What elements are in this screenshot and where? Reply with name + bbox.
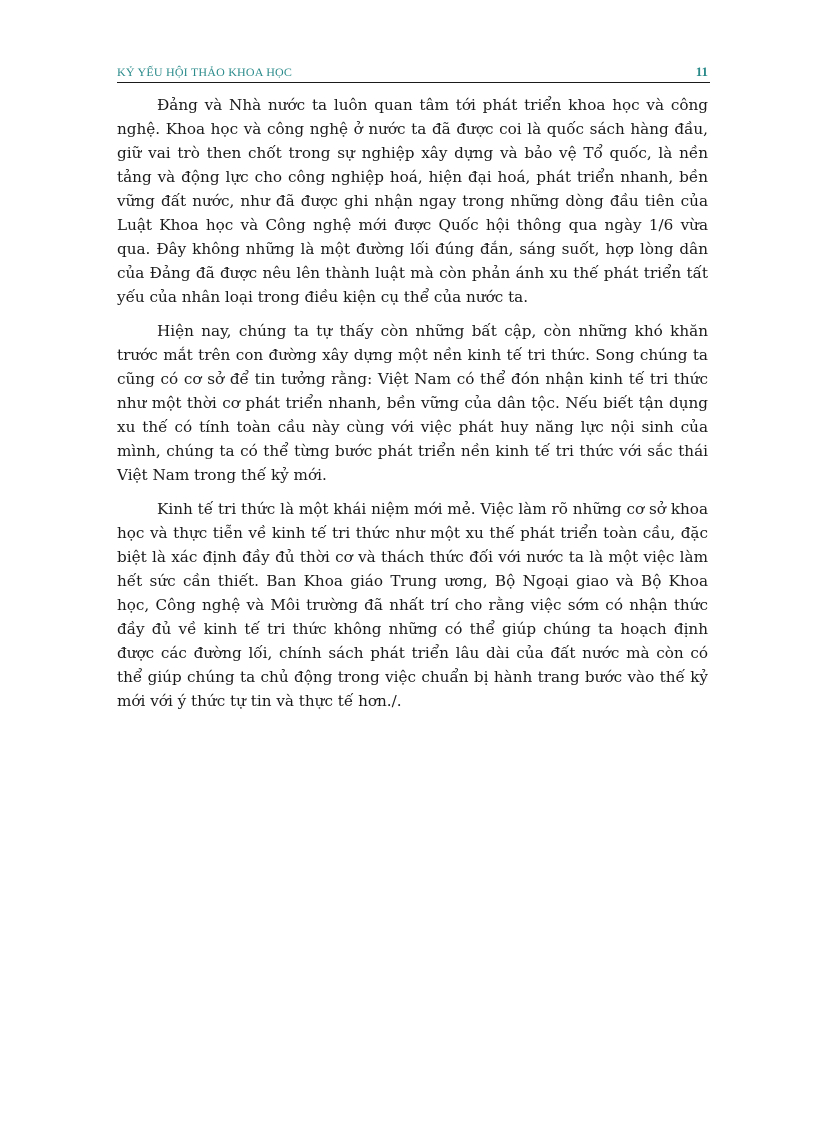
paragraph-3: Kinh tế tri thức là một khái niệm mới mẻ. Việc làm rõ những cơ sở khoa học và thực tiễn về kinh tế tri thức như một xu thế phát triển toàn cầu, đặc biệt là xác định đầy đủ thời cơ và thách thức đối với nước ta là một việc làm hết sức cần thiết. Ban Khoa giáo Trung ương, Bộ Ngoại giao và Bộ Khoa học, Công nghệ và Môi trường đã nhất trí cho rằng việc sớm có nhận thức đầy đủ về kinh tế tri thức không những có thể giúp chúng ta hoạch định được các đường lối, chính sách phát triển lâu dài của đất nước mà còn có thể giúp chúng ta chủ động trong việc chuẩn bị hành trang bước vào thế kỷ mới với ý thức tự tin và thực tế hơn./.	[117, 500, 708, 710]
paragraph-1: Đảng và Nhà nước ta luôn quan tâm tới phát triển khoa học và công nghệ. Khoa học và công nghệ ở nước ta đã được coi là quốc sách hàng đầu, giữ vai trò then chốt trong sự nghiệp xây dựng và bảo vệ Tổ quốc, là nền tảng và động lực cho công nghiệp hoá, hiện đại hoá, phát triển nhanh, bền vững đất nước, như đã được ghi nhận ngay trong những dòng đầu tiên của Luật Khoa học và Công nghệ mới được Quốc hội thông qua ngày 1/6 vừa qua. Đây không những là một đường lối đúng đắn, sáng suốt, hợp lòng dân của Đảng đã được nêu lên thành luật mà còn phản ánh xu thế phát triển tất yếu của nhân loại trong điều kiện cụ thể của nước ta.	[117, 96, 708, 306]
page-number: 11	[695, 64, 708, 79]
running-header-title: KỶ YẾU HỘI THẢO KHOA HỌC	[117, 65, 293, 79]
paragraph-2: Hiện nay, chúng ta tự thấy còn những bất cập, còn những khó khăn trước mắt trên con đường xây dựng một nền kinh tế tri thức. Song chúng ta cũng có cơ sở để tin tưởng rằng: Việt Nam có thể đón nhận kinh tế tri thức như một thời cơ phát triển nhanh, bền vững của dân tộc. Nếu biết tận dụng xu thế có tính toàn cầu này cùng với việc phát huy năng lực nội sinh của mình, chúng ta có thể từng bước phát triển nền kinh tế tri thức với sắc thái Việt Nam trong thế kỷ mới.	[117, 322, 708, 484]
page-header	[117, 62, 710, 83]
body-text	[117, 93, 708, 723]
